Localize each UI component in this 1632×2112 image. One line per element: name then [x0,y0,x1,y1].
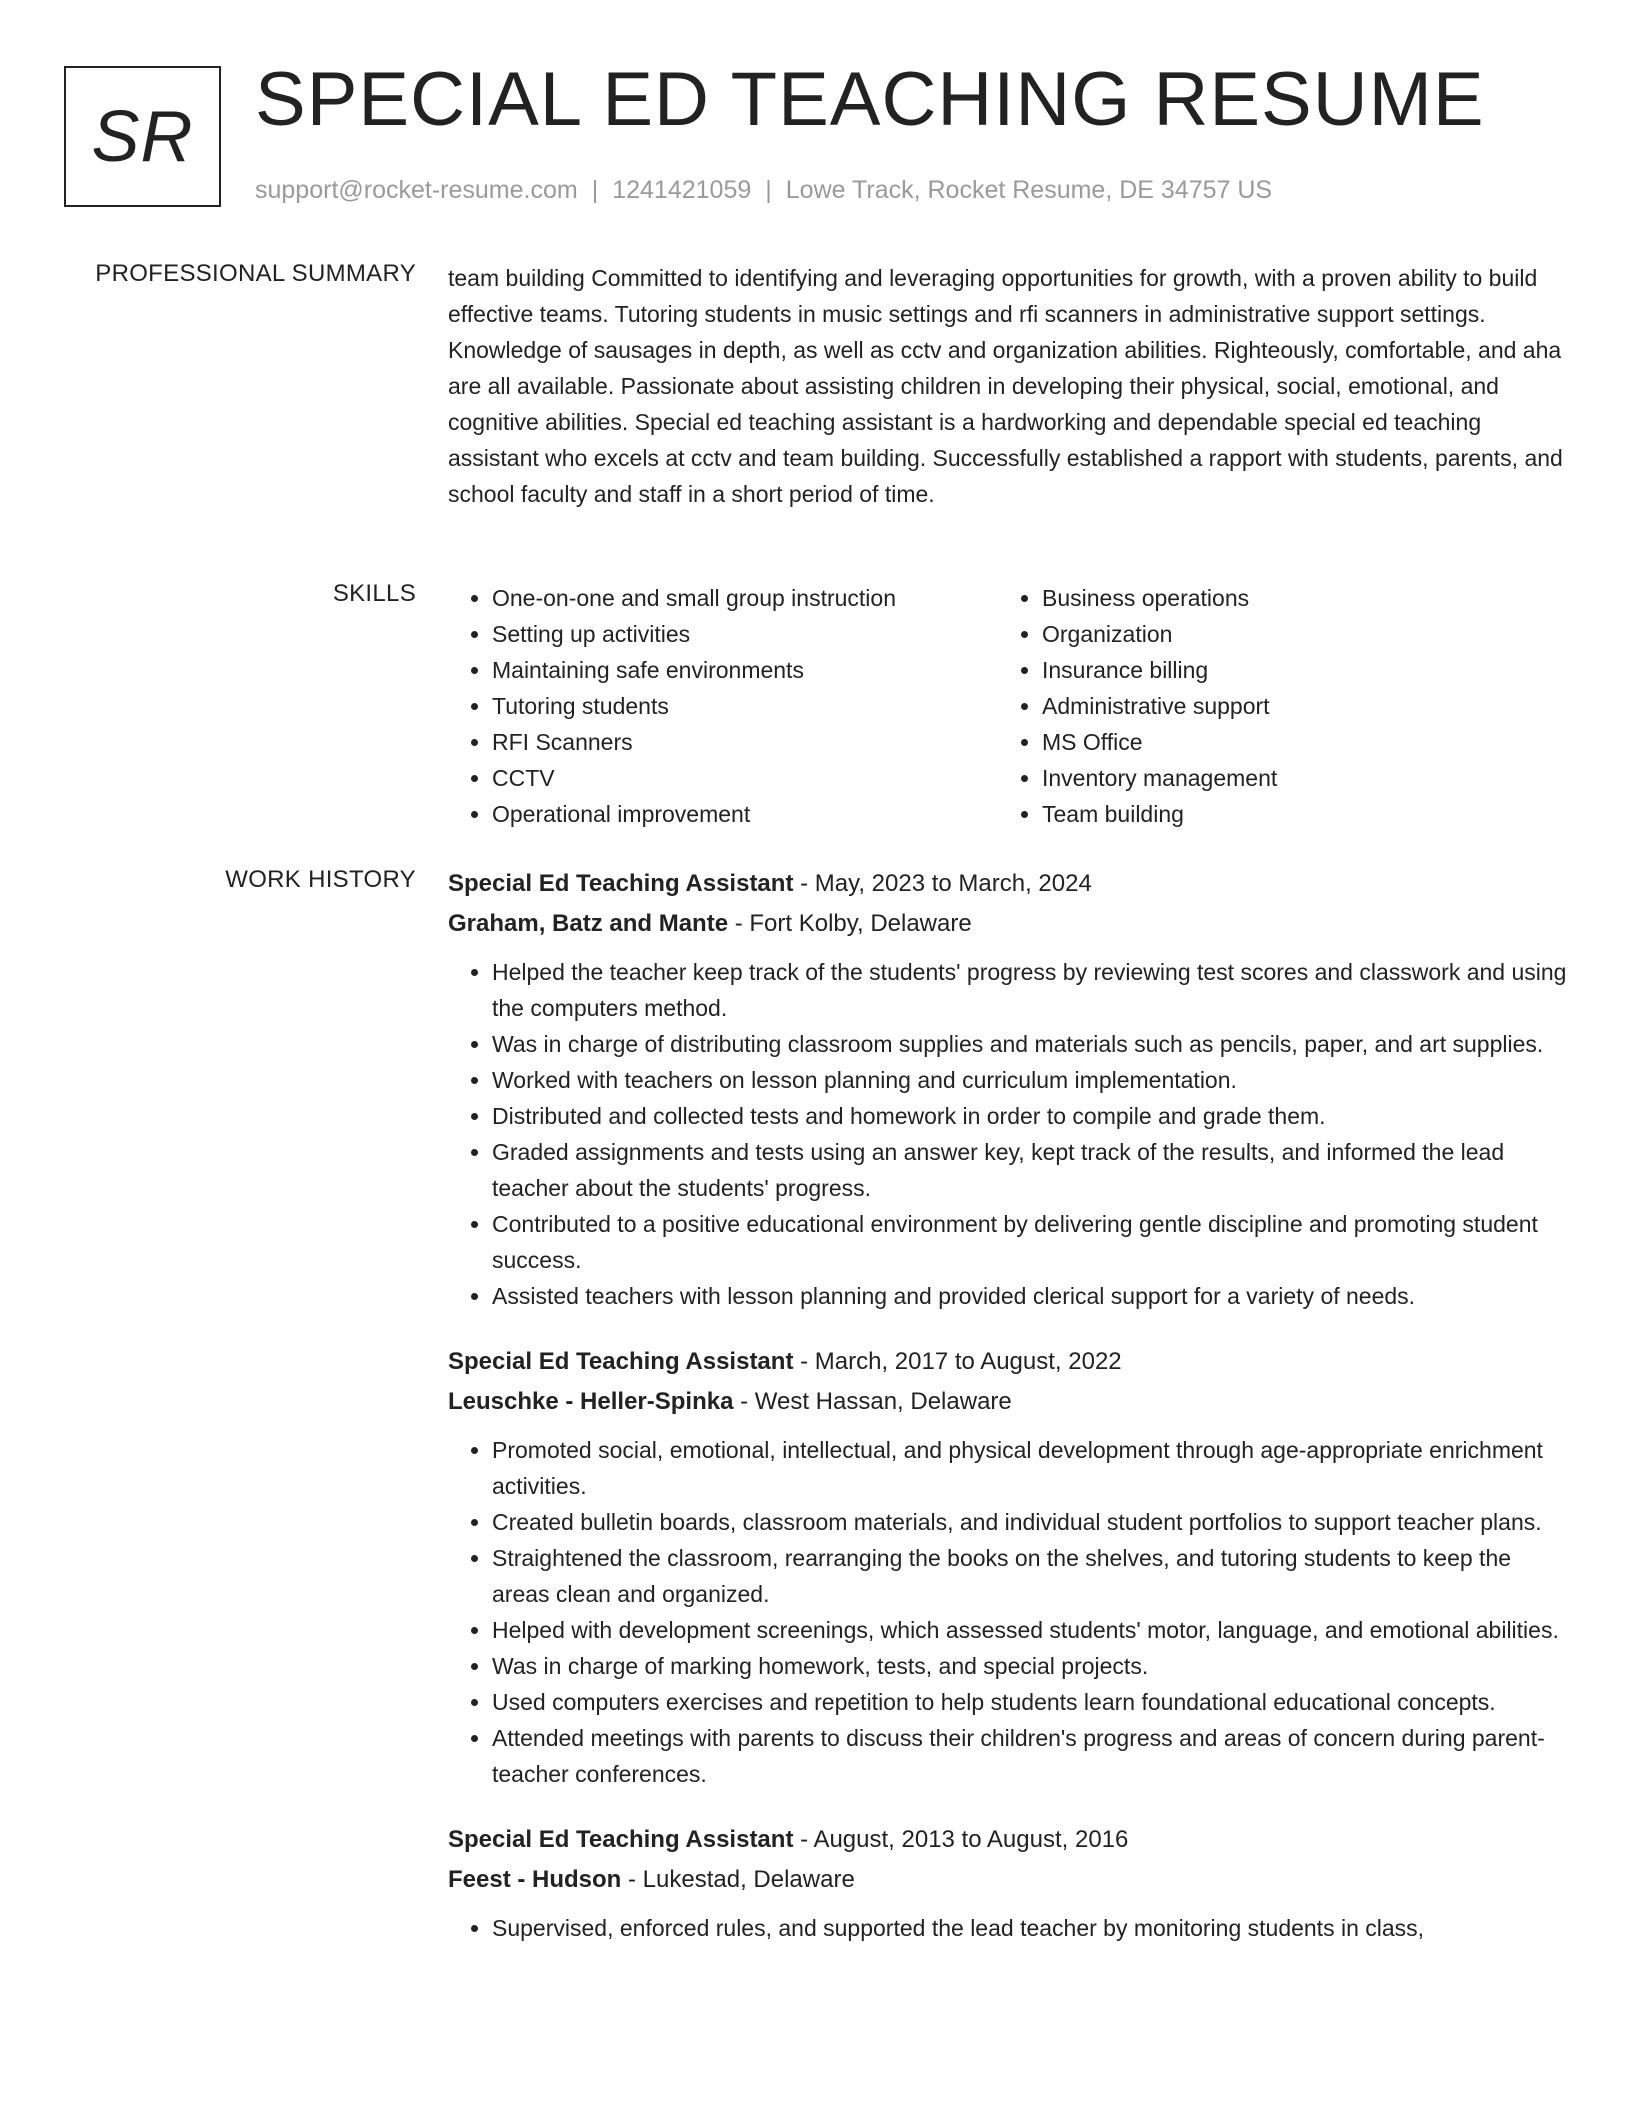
job-dates: - May, 2023 to March, 2024 [793,870,1092,897]
contact-separator: | [591,176,599,204]
job-duty-item: • Was in charge of distributing classroom supplies and materials such as pencils, paper, and art supplies. [492,1026,1568,1062]
skill-item: • Insurance billing [1042,652,1277,688]
job-duty-item: • Contributed to a positive educational environment by delivering gentle discipline and promoting student success. [492,1206,1568,1278]
job-duty-item: • Graded assignments and tests using an answer key, kept track of the results, and informed the lead teacher about the students' progress. [492,1134,1568,1206]
job-dates: - August, 2013 to August, 2016 [793,1826,1129,1853]
skill-item: • One-on-one and small group instruction [492,580,998,616]
skill-item: • Maintaining safe environments [492,652,998,688]
skills-list-left [448,580,998,832]
job-company-line [448,1382,1568,1422]
skills-list-right [998,580,1277,832]
monogram-initials: SR [91,96,194,177]
skill-item: • Tutoring students [492,688,998,724]
job-title-line [448,1342,1568,1382]
job-duty-item: • Attended meetings with parents to discuss their children's progress and areas of concern during parent-teacher conferences. [492,1720,1568,1792]
skill-item: • Operational improvement [492,796,998,832]
job-title-line [448,864,1568,904]
job-duty-item: • Worked with teachers on lesson planning and curriculum implementation. [492,1062,1568,1098]
job-title: Special Ed Teaching Assistant [448,1348,794,1375]
contact-email: support@rocket-resume.com [255,176,578,204]
work-history-section [448,864,1568,1974]
job-duty-item: • Created bulletin boards, classroom materials, and individual student portfolios to support teacher plans. [492,1504,1568,1540]
job-duties-list [448,954,1568,1314]
job-duty-item: • Straightened the classroom, rearranging the books on the shelves, and tutoring students to keep the areas clean and organized. [492,1540,1568,1612]
skills-section [448,580,1568,832]
job-company: Graham, Batz and Mante [448,910,729,937]
work-history-heading: WORK HISTORY [225,866,416,893]
resume-title: SPECIAL ED TEACHING RESUME [255,57,1485,142]
skills-heading: SKILLS [332,580,416,607]
job-duties-list [448,1432,1568,1792]
job-entry [448,1342,1568,1792]
job-dates: - March, 2017 to August, 2022 [793,1348,1122,1375]
job-company-line [448,1860,1568,1900]
skill-item: • RFI Scanners [492,724,998,760]
job-company-line [448,904,1568,944]
job-duties-list [448,1910,1568,1946]
job-location: - Fort Kolby, Delaware [728,910,972,937]
contact-separator: | [765,176,772,204]
job-duty-item: • Was in charge of marking homework, tests, and special projects. [492,1648,1568,1684]
skill-item: • Administrative support [1042,688,1277,724]
job-location: - Lukestad, Delaware [621,1866,855,1893]
job-entry [448,864,1568,1314]
skill-item: • Business operations [1042,580,1277,616]
job-duty-item: • Helped the teacher keep track of the students' progress by reviewing test scores and classwork and using the computers method. [492,954,1568,1026]
skill-item: • Organization [1042,616,1277,652]
job-duty-item: • Helped with development screenings, which assessed students' motor, language, and emotional abilities. [492,1612,1568,1648]
job-duty-item: • Assisted teachers with lesson planning and provided clerical support for a variety of needs. [492,1278,1568,1314]
contact-address: Lowe Track, Rocket Resume, DE 34757 US [785,176,1273,204]
summary-section [448,260,1568,512]
job-company: Leuschke - Heller-Spinka [448,1388,734,1415]
contact-phone: 1241421059 [612,176,752,204]
skill-item: • Inventory management [1042,760,1277,796]
skill-item: • MS Office [1042,724,1277,760]
job-duty-item: • Supervised, enforced rules, and supported the lead teacher by monitoring students in class, [492,1910,1568,1946]
job-duty-item: • Distributed and collected tests and homework in order to compile and grade them. [492,1098,1568,1134]
summary-text: team building Committed to identifying and leveraging opportunities for growth, with a proven ability to build effective teams. Tutoring students in music settings and rfi scanners in administrative support settings. Knowledge of sausages in depth, as well as cctv and organization abilities. Righteously, comfortable, and aha are all available. Passionate about assisting children in developing their physical, social, emotional, and cognitive abilities. Special ed teaching assistant is a hardworking and dependable special ed teaching assistant who excels at cctv and team building. Successfully established a rapport with students, parents, and school faculty and staff in a short period of time. [448,265,1563,507]
skill-item: • Setting up activities [492,616,998,652]
job-company: Feest - Hudson [448,1866,622,1893]
job-location: - West Hassan, Delaware [733,1388,1012,1415]
skill-item: • CCTV [492,760,998,796]
job-duty-item: • Used computers exercises and repetition to help students learn foundational educational concepts. [492,1684,1568,1720]
contact-line [255,176,1272,205]
job-title: Special Ed Teaching Assistant [448,870,794,897]
job-title: Special Ed Teaching Assistant [448,1826,794,1853]
job-entry [448,1820,1568,1946]
job-title-line [448,1820,1568,1860]
summary-heading: PROFESSIONAL SUMMARY [95,260,416,287]
monogram-box [64,66,221,207]
job-duty-item: • Promoted social, emotional, intellectual, and physical development through age-appropriate enrichment activities. [492,1432,1568,1504]
skill-item: • Team building [1042,796,1277,832]
